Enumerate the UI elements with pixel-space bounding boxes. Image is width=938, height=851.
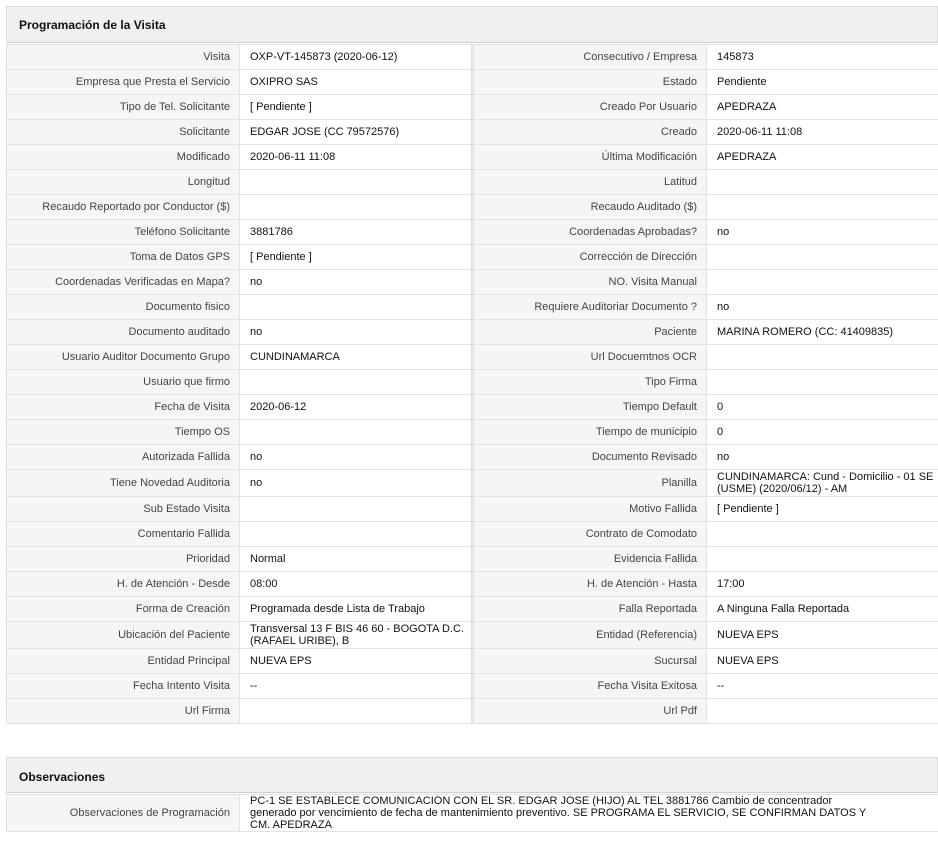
- field-label: Coordenadas Verificadas en Mapa?: [7, 270, 240, 295]
- field-label: Sub Estado Visita: [7, 497, 240, 522]
- table-row: [7, 345, 938, 370]
- table-row: [7, 699, 938, 724]
- field-value: PC-1 SE ESTABLECE COMUNICACIÓN CON EL SR. EDGAR JOSE (HIJO) AL TEL 3881786 Cambio de concentrador generado por vencimiento de fecha de mantenimiento preventivo. SE PROGRAMA EL SERVICIO, SE CONFIRMAN DATOS Y CM. APEDRAZA: [240, 795, 938, 832]
- field-label: Tiempo Default: [474, 395, 707, 420]
- table-row: [7, 195, 938, 220]
- field-value: [240, 420, 472, 445]
- field-label: Documento fisico: [7, 295, 240, 320]
- field-value: NUEVA EPS: [240, 649, 472, 674]
- field-label: Corrección de Dirección: [474, 245, 707, 270]
- table-row: [7, 622, 938, 649]
- field-value: no: [240, 270, 472, 295]
- field-value: 0: [707, 395, 938, 420]
- field-value: 2020-06-11 11:08: [240, 145, 472, 170]
- field-value: no: [707, 295, 938, 320]
- table-row: [7, 445, 938, 470]
- field-value: A Ninguna Falla Reportada: [707, 597, 938, 622]
- field-label: Documento auditado: [7, 320, 240, 345]
- table-row: [7, 220, 938, 245]
- field-label: Tiempo de municipio: [474, 420, 707, 445]
- field-label: Sucursal: [474, 649, 707, 674]
- field-value: [707, 370, 938, 395]
- field-value: 17:00: [707, 572, 938, 597]
- field-label: Comentario Fallida: [7, 522, 240, 547]
- field-label: Evidencia Fallida: [474, 547, 707, 572]
- table-row: [7, 70, 938, 95]
- field-value: [240, 497, 472, 522]
- field-label: Empresa que Presta el Servicio: [7, 70, 240, 95]
- visit-details-table: [6, 44, 938, 724]
- field-value: Normal: [240, 547, 472, 572]
- table-row: [7, 597, 938, 622]
- table-row: [7, 370, 938, 395]
- field-label: Url Firma: [7, 699, 240, 724]
- field-value: [240, 699, 472, 724]
- field-label: Tiempo OS: [7, 420, 240, 445]
- table-row: [7, 395, 938, 420]
- field-label: Url Pdf: [474, 699, 707, 724]
- field-label: Observaciones de Programación: [7, 795, 240, 832]
- field-value: [ Pendiente ]: [240, 245, 472, 270]
- table-row: [7, 245, 938, 270]
- field-label: Teléfono Solicitante: [7, 220, 240, 245]
- field-value: NUEVA EPS: [707, 649, 938, 674]
- table-row: [7, 649, 938, 674]
- field-label: Falla Reportada: [474, 597, 707, 622]
- section-header-programacion: [6, 6, 938, 43]
- field-value: --: [240, 674, 472, 699]
- table-row: [7, 674, 938, 699]
- table-row: [7, 320, 938, 345]
- field-value: OXP-VT-145873 (2020-06-12): [240, 45, 472, 70]
- field-label: Usuario que firmo: [7, 370, 240, 395]
- field-label: Recaudo Auditado ($): [474, 195, 707, 220]
- field-label: Entidad (Referencia): [474, 622, 707, 649]
- field-label: Coordenadas Aprobadas?: [474, 220, 707, 245]
- field-value: [707, 170, 938, 195]
- table-row: [7, 270, 938, 295]
- field-label: Latitud: [474, 170, 707, 195]
- field-value: CUNDINAMARCA: Cund - Domicilio - 01 SE (USME) (2020/06/12) - AM: [707, 470, 938, 497]
- table-row: [7, 795, 938, 832]
- field-value: [240, 195, 472, 220]
- field-value: [707, 195, 938, 220]
- field-value: 0: [707, 420, 938, 445]
- field-value: APEDRAZA: [707, 145, 938, 170]
- field-value: MARINA ROMERO (CC: 41409835): [707, 320, 938, 345]
- table-row: [7, 45, 938, 70]
- field-label: Planilla: [474, 470, 707, 497]
- field-label: NO. Visita Manual: [474, 270, 707, 295]
- field-label: Contrato de Comodato: [474, 522, 707, 547]
- field-value: [707, 245, 938, 270]
- field-value: [ Pendiente ]: [240, 95, 472, 120]
- field-value: no: [240, 320, 472, 345]
- field-label: Tipo de Tel. Solicitante: [7, 95, 240, 120]
- field-label: Tiene Novedad Auditoria: [7, 470, 240, 497]
- table-row: [7, 522, 938, 547]
- field-label: Paciente: [474, 320, 707, 345]
- field-label: Estado: [474, 70, 707, 95]
- table-row: [7, 120, 938, 145]
- field-label: Usuario Auditor Documento Grupo: [7, 345, 240, 370]
- field-label: Fecha Intento Visita: [7, 674, 240, 699]
- field-label: H. de Atención - Desde: [7, 572, 240, 597]
- field-label: Forma de Creación: [7, 597, 240, 622]
- field-value: [240, 522, 472, 547]
- field-label: Entidad Principal: [7, 649, 240, 674]
- field-label: Modificado: [7, 145, 240, 170]
- field-label: Documento Revisado: [474, 445, 707, 470]
- field-label: Requiere Auditoriar Documento ?: [474, 295, 707, 320]
- field-value: [707, 522, 938, 547]
- field-label: Autorizada Fallida: [7, 445, 240, 470]
- field-value: [240, 295, 472, 320]
- field-label: Longitud: [7, 170, 240, 195]
- section-title: Programación de la Visita: [19, 18, 166, 32]
- table-row: [7, 497, 938, 522]
- table-row: [7, 572, 938, 597]
- field-value: 08:00: [240, 572, 472, 597]
- table-row: [7, 145, 938, 170]
- field-value: APEDRAZA: [707, 95, 938, 120]
- field-value: OXIPRO SAS: [240, 70, 472, 95]
- field-value: [707, 270, 938, 295]
- field-label: Recaudo Reportado por Conductor ($): [7, 195, 240, 220]
- field-value: no: [240, 470, 472, 497]
- table-row: [7, 95, 938, 120]
- field-value: Transversal 13 F BIS 46 60 - BOGOTA D.C. (RAFAEL URIBE), B: [240, 622, 472, 649]
- field-value: Pendiente: [707, 70, 938, 95]
- observaciones-table: [6, 794, 938, 832]
- field-value: 3881786: [240, 220, 472, 245]
- table-row: [7, 547, 938, 572]
- field-value: NUEVA EPS: [707, 622, 938, 649]
- field-value: [707, 699, 938, 724]
- field-label: Motivo Fallida: [474, 497, 707, 522]
- field-label: Tipo Firma: [474, 370, 707, 395]
- field-label: Fecha Visita Exitosa: [474, 674, 707, 699]
- field-value: [240, 370, 472, 395]
- section-title: Observaciones: [19, 770, 106, 784]
- section-header-observaciones: [6, 757, 938, 793]
- field-value: [240, 170, 472, 195]
- table-row: [7, 170, 938, 195]
- field-value: [ Pendiente ]: [707, 497, 938, 522]
- field-value: [707, 345, 938, 370]
- field-label: H. de Atención - Hasta: [474, 572, 707, 597]
- field-label: Consecutivo / Empresa: [474, 45, 707, 70]
- field-label: Fecha de Visita: [7, 395, 240, 420]
- field-value: 145873: [707, 45, 938, 70]
- field-label: Toma de Datos GPS: [7, 245, 240, 270]
- field-value: no: [240, 445, 472, 470]
- field-label: Url Docuemtnos OCR: [474, 345, 707, 370]
- field-label: Solicitante: [7, 120, 240, 145]
- field-value: Programada desde Lista de Trabajo: [240, 597, 472, 622]
- field-label: Prioridad: [7, 547, 240, 572]
- table-row: [7, 470, 938, 497]
- field-label: Creado Por Usuario: [474, 95, 707, 120]
- table-row: [7, 295, 938, 320]
- field-value: 2020-06-12: [240, 395, 472, 420]
- field-value: CUNDINAMARCA: [240, 345, 472, 370]
- field-value: [707, 547, 938, 572]
- field-value: no: [707, 220, 938, 245]
- field-label: Ubicación del Paciente: [7, 622, 240, 649]
- table-row: [7, 420, 938, 445]
- field-value: EDGAR JOSE (CC 79572576): [240, 120, 472, 145]
- field-label: Última Modificación: [474, 145, 707, 170]
- field-label: Visita: [7, 45, 240, 70]
- field-value: 2020-06-11 11:08: [707, 120, 938, 145]
- field-value: --: [707, 674, 938, 699]
- field-value: no: [707, 445, 938, 470]
- field-label: Creado: [474, 120, 707, 145]
